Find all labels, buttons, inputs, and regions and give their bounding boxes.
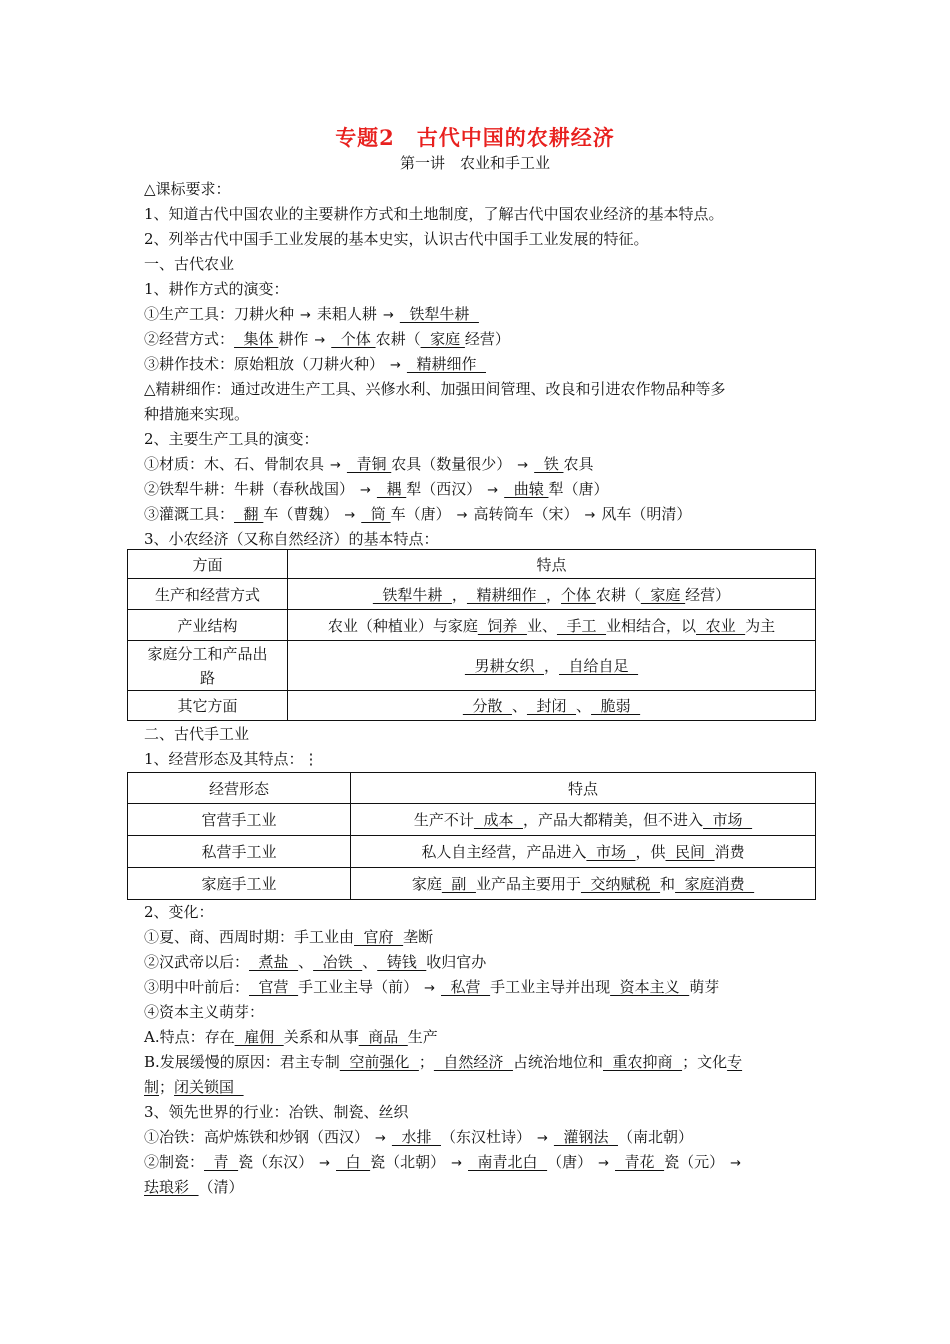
text: ①材质：木、石、骨制农具 (144, 455, 325, 473)
text: 手工业主导并出现 (490, 978, 611, 996)
arrow-icon: → (537, 1131, 548, 1146)
table-header-row (128, 550, 816, 579)
answer-blank: 青 (204, 1153, 239, 1171)
line-iron-plough (144, 477, 812, 502)
text: （东汉杜诗） (441, 1128, 532, 1146)
text: 瓷（元） (664, 1153, 725, 1171)
text: 家庭分工和产品出 (147, 644, 268, 663)
answer-blank: 交纳赋税 (580, 875, 661, 893)
answer-blank: 筒 (361, 505, 391, 523)
text: 农耕（ (595, 585, 641, 604)
answer-blank: 脆弱 (591, 697, 641, 715)
line-irrigation (144, 502, 812, 527)
requirements-heading: △课标要求： (144, 180, 231, 198)
subsection-management-forms: 1、经营形态及其特点：⋮ (144, 750, 319, 768)
table-row (128, 691, 816, 721)
text: ③明中叶前后： (144, 978, 250, 996)
text: 萌芽 (689, 978, 720, 996)
text: 占统治地位和 (512, 1053, 603, 1071)
text: 、 (576, 697, 592, 715)
answer-blank: 市场 (586, 843, 636, 861)
table-row (128, 804, 816, 836)
table-cell (128, 641, 288, 691)
line-management-mode (144, 327, 812, 352)
text: 农耕（ (375, 330, 421, 348)
answer-blank: 饲养 (477, 616, 527, 635)
subsection-tools-evolution: 2、主要生产工具的演变： (144, 430, 319, 448)
table-header-cell: 方面 (128, 550, 288, 579)
answer-blank: 私营 (441, 978, 491, 996)
text: 手工业主导（前） (298, 978, 419, 996)
text: ； (418, 1053, 434, 1071)
arrow-icon: → (344, 508, 356, 523)
text: 高转筒车（宋） (473, 505, 579, 523)
table-cell: 其它方面 (128, 691, 288, 721)
table-row (128, 579, 816, 610)
text: 经营） (685, 585, 731, 604)
answer-blank: 专 (727, 1053, 743, 1071)
table-cell: 官营手工业 (128, 804, 351, 836)
answer-blank: 冶铁 (313, 953, 363, 971)
answer-blank: 精耕细作 (466, 585, 547, 604)
text: （唐） (547, 1153, 593, 1171)
table-handicraft-forms (127, 772, 816, 900)
answer-blank: 青铜 (346, 455, 392, 473)
line-sprouts-features (144, 1025, 812, 1050)
answer-blank: 水排 (391, 1128, 441, 1146)
text: 、 (362, 953, 378, 971)
answer-blank: 铁犁牛耕 (399, 305, 479, 323)
line-han-wudi (144, 950, 812, 975)
table-header-cell: 特点 (288, 550, 816, 579)
table-cell (288, 641, 816, 691)
text: 家庭 (411, 875, 442, 893)
line-porcelain-cont (144, 1175, 812, 1200)
text: 、 (511, 697, 527, 715)
text: 农业（种植业）与家庭 (327, 616, 478, 635)
table-row (128, 836, 816, 868)
note-intensive-farming-cont: 种措施来实现。 (144, 405, 250, 423)
line-slow-development-reasons-cont (144, 1075, 812, 1100)
table-cell: 家庭手工业 (128, 868, 351, 900)
arrow-icon: → (390, 358, 401, 373)
subsection-changes: 2、变化： (144, 903, 214, 921)
text: ②经营方式： (144, 330, 235, 348)
document-title: 专题2 古代中国的农耕经济 (335, 125, 615, 150)
arrow-icon: → (314, 333, 326, 348)
text: 业相结合，以 (606, 616, 697, 635)
text: 和 (660, 875, 676, 893)
table-header-row (128, 773, 816, 804)
text: 路 (199, 668, 215, 687)
answer-blank: 资本主义 (610, 978, 690, 996)
table-small-peasant-economy (127, 549, 816, 721)
text: 关系和从事 (283, 1028, 359, 1046)
note-intensive-farming: △精耕细作：通过改进生产工具、兴修水利、加强田间管理、改良和引进农作物品种等多 (144, 380, 726, 398)
answer-blank: 精耕细作 (406, 355, 486, 373)
text: 消费 (714, 843, 745, 861)
text: ； (159, 1078, 175, 1096)
arrow-icon: → (382, 308, 394, 323)
table-cell (351, 868, 816, 900)
answer-blank: 闭关锁国 (174, 1078, 244, 1096)
table-header-cell: 特点 (351, 773, 816, 804)
arrow-icon: → (598, 1156, 610, 1171)
answer-blank: 封闭 (526, 697, 577, 715)
line-production-tools (144, 302, 812, 327)
table-header-cell: 经营形态 (128, 773, 351, 804)
arrow-icon: → (584, 508, 596, 523)
answer-blank: 空前强化 (339, 1053, 419, 1071)
table-cell (351, 804, 816, 836)
table-row (128, 610, 816, 641)
arrow-icon: → (424, 981, 436, 996)
text: 车（唐） (390, 505, 451, 523)
text: ，供 (635, 843, 666, 861)
line-mid-ming (144, 975, 812, 1000)
arrow-icon: → (487, 483, 499, 498)
table-cell (288, 579, 816, 610)
text: ， (543, 657, 559, 675)
text: 犁（西汉） (406, 480, 482, 498)
arrow-icon: → (375, 1131, 386, 1146)
subsection-farming-methods: 1、耕作方式的演变： (144, 280, 289, 298)
answer-blank: 自然经济 (433, 1053, 513, 1071)
arrow-icon: → (730, 1156, 742, 1171)
table-cell (351, 836, 816, 868)
answer-blank: 官营 (249, 978, 299, 996)
answer-blank: 重农抑商 (602, 1053, 683, 1071)
table-cell (288, 610, 816, 641)
text: 为主 (745, 616, 776, 635)
subsection-leading-industries: 3、领先世界的行业：冶铁、制瓷、丝织 (144, 1103, 409, 1121)
text: （南北朝） (618, 1128, 694, 1146)
arrow-icon: → (330, 458, 341, 473)
answer-blank: 家庭 (420, 330, 465, 348)
document-subtitle: 第一讲 农业和手工业 (399, 154, 550, 172)
text: ③耕作技术：原始粗放（刀耕火种） (144, 355, 385, 373)
text: 车（曹魏） (263, 505, 339, 523)
arrow-icon: → (360, 483, 371, 498)
text: ；文化 (682, 1053, 728, 1071)
text: （清） (198, 1178, 244, 1196)
arrow-icon: → (319, 1156, 331, 1171)
answer-blank: 雇佣 (234, 1028, 284, 1046)
table-cell: 产业结构 (128, 610, 288, 641)
answer-blank: 制 (144, 1078, 160, 1096)
text: 瓷（北朝） (370, 1153, 446, 1171)
text: ，产品大都精美，但不进入 (523, 811, 704, 829)
answer-blank: 个体 (561, 585, 596, 604)
answer-blank: 家庭 (640, 585, 686, 604)
table-cell: 私营手工业 (128, 836, 351, 868)
answer-blank: 民间 (665, 843, 715, 861)
line-iron-smelting (144, 1125, 812, 1150)
text: B.发展缓慢的原因：君主专制 (144, 1053, 340, 1071)
answer-blank: 副 (441, 875, 476, 893)
answer-blank: 灌钢法 (553, 1128, 618, 1146)
text: 垄断 (403, 928, 434, 946)
answer-blank: 官府 (354, 928, 404, 946)
requirement-2: 2、列举古代中国手工业发展的基本史实，认识古代中国手工业发展的特征。 (144, 230, 649, 248)
answer-blank: 耦 (376, 480, 407, 498)
answer-blank: 集体 (234, 330, 279, 348)
answer-blank: 南青北白 (468, 1153, 548, 1171)
table-row (128, 868, 816, 900)
answer-blank: 自给自足 (559, 657, 639, 675)
text: 、 (298, 953, 314, 971)
line-porcelain (144, 1150, 812, 1175)
line-farming-technique (144, 352, 812, 377)
text: 私人自主经营，产品进入 (421, 843, 587, 861)
answer-blank: 翻 (234, 505, 264, 523)
answer-blank: 成本 (473, 811, 523, 829)
text: ①生产工具：刀耕火种 (144, 305, 295, 323)
answer-blank: 青花 (615, 1153, 665, 1171)
section-handicraft-heading: 二、古代手工业 (144, 725, 250, 743)
text: ①夏、商、西周时期：手工业由 (144, 928, 355, 946)
text: ②制瓷： (144, 1153, 205, 1171)
line-capitalism-sprouts: ④资本主义萌芽： (144, 1003, 265, 1021)
answer-blank: 铁犁牛耕 (372, 585, 452, 604)
text: 生产 (407, 1028, 438, 1046)
answer-blank: 男耕女织 (464, 657, 544, 675)
text: A.特点：存在 (144, 1028, 235, 1046)
answer-blank: 手工 (556, 616, 607, 635)
answer-blank: 农业 (696, 616, 746, 635)
table-cell: 生产和经营方式 (128, 579, 288, 610)
text: 农具 (563, 455, 594, 473)
text: ①冶铁：高炉炼铁和炒钢（西汉） (144, 1128, 370, 1146)
line-slow-development-reasons (144, 1050, 812, 1075)
answer-blank: 铁 (534, 455, 564, 473)
answer-blank: 分散 (462, 697, 512, 715)
line-xia-shang-zhou (144, 925, 812, 950)
answer-blank: 铸钱 (377, 953, 427, 971)
answer-blank: 家庭消费 (675, 875, 755, 893)
arrow-icon: → (517, 458, 529, 473)
text: 风车（明清） (601, 505, 692, 523)
text: 耕作 (278, 330, 309, 348)
document-body (144, 177, 812, 552)
text: 农具（数量很少） (391, 455, 512, 473)
text: 耒耜人耕 (316, 305, 377, 323)
text: 业、 (526, 616, 557, 635)
text: ②铁犁牛耕：牛耕（春秋战国） (144, 480, 355, 498)
arrow-icon: → (300, 308, 311, 323)
text: 犁（唐） (548, 480, 609, 498)
answer-blank: 个体 (331, 330, 376, 348)
answer-blank: 曲辕 (504, 480, 549, 498)
table-row (128, 641, 816, 691)
answer-blank: 市场 (703, 811, 753, 829)
text: 业产品主要用于 (475, 875, 581, 893)
section-agriculture-heading: 一、古代农业 (144, 255, 235, 273)
text: ， (451, 585, 467, 604)
requirement-1: 1、知道古代中国农业的主要耕作方式和土地制度，了解古代中国农业经济的基本特点。 (144, 205, 724, 223)
answer-blank: 珐琅彩 (144, 1178, 199, 1196)
text: ， (546, 585, 562, 604)
text: 生产不计 (413, 811, 474, 829)
answer-blank: 白 (336, 1153, 371, 1171)
text: ③灌溉工具： (144, 505, 235, 523)
text: 瓷（东汉） (238, 1153, 314, 1171)
line-material (144, 452, 812, 477)
arrow-icon: → (451, 1156, 463, 1171)
answer-blank: 商品 (358, 1028, 408, 1046)
subsection-small-peasant-economy: 3、小农经济（又称自然经济）的基本特点： (144, 530, 439, 548)
text: ②汉武帝以后： (144, 953, 250, 971)
text: 收归官办 (426, 953, 487, 971)
table-cell (288, 691, 816, 721)
document-body-3 (144, 900, 812, 1200)
arrow-icon: → (456, 508, 468, 523)
answer-blank: 煮盐 (249, 953, 299, 971)
text: 经营） (464, 330, 510, 348)
document-body-2 (144, 722, 812, 772)
